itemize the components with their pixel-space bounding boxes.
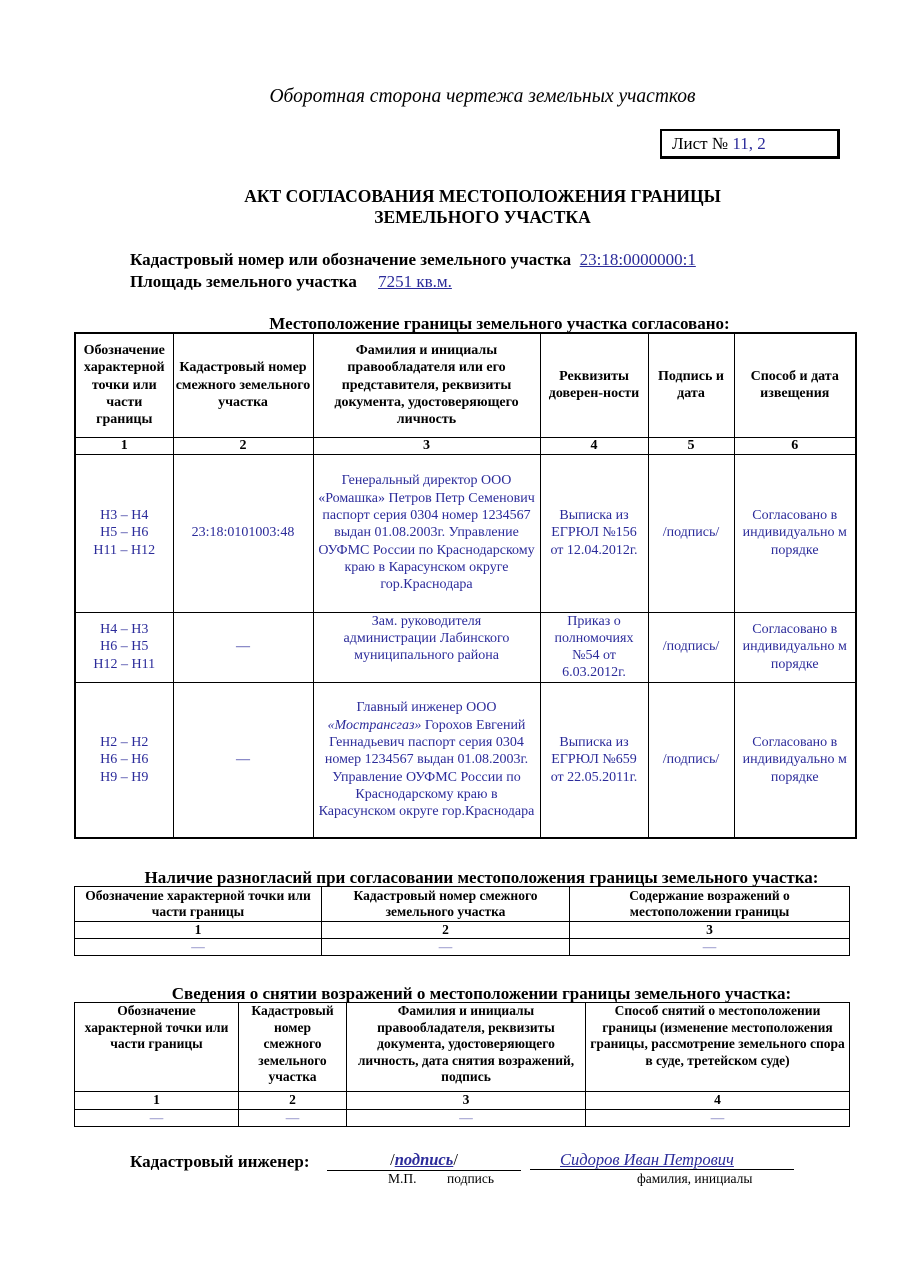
engineer-label: Кадастровый инженер: <box>130 1152 310 1171</box>
sheet-number-box <box>660 129 840 159</box>
cadastral-cell: — <box>173 612 313 682</box>
authority-cell: Выписка из ЕГРЮЛ №659 от 22.05.2011г. <box>540 682 648 838</box>
stamp-caption: М.П. <box>388 1171 417 1186</box>
column-number: 3 <box>313 437 540 454</box>
column-number: 2 <box>322 922 570 939</box>
signature-cell: /подпись/ <box>648 612 734 682</box>
holder-cell: Зам. руководителя администрации Лабинского муниципального района <box>313 612 540 682</box>
act-title-line1: АКТ СОГЛАСОВАНИЯ МЕСТОПОЛОЖЕНИЯ ГРАНИЦЫ <box>244 186 721 206</box>
column-number: 6 <box>734 437 856 454</box>
agreement-table <box>74 332 857 839</box>
header-cell: Обозначение характерной точки или части границы <box>75 333 173 437</box>
table-row <box>75 939 850 956</box>
header-cell: Фамилия и инициалы правообладателя или его представителя, реквизиты документа, удостоверяющего личность <box>313 333 540 437</box>
column-number: 4 <box>586 1092 850 1110</box>
name-caption: фамилия, инициалы <box>637 1171 753 1186</box>
header-cell: Способ и дата извещения <box>734 333 856 437</box>
header-cell: Содержание возражений о местоположении границы <box>570 887 850 922</box>
act-title-line2: ЗЕМЕЛЬНОГО УЧАСТКА <box>374 207 591 227</box>
table-header-row <box>75 333 856 437</box>
table-header-row <box>75 887 850 922</box>
empty-cell: — <box>75 1109 239 1127</box>
sheet-number: 11, 2 <box>732 134 766 153</box>
engineer-name: Сидоров Иван Петрович <box>560 1150 734 1169</box>
disagreement-table <box>74 886 850 956</box>
authority-cell: Приказ о полномочиях №54 от 6.03.2012г. <box>540 612 648 682</box>
area-label: Площадь земельного участка <box>130 272 357 291</box>
points-cell: Н3 – Н4 Н5 – Н6 Н11 – Н12 <box>75 454 173 612</box>
column-number-row <box>75 922 850 939</box>
holder-cell: Генеральный директор ООО «Ромашка» Петров Петр Семенович паспорт серия 0304 номер 1234567 выдан 01.08.2003г. Управление ОУФМС России по Краснодарскому краю в Карасунском округе гор.Краснодара <box>313 454 540 612</box>
table-row <box>75 682 856 838</box>
cadastral-cell: — <box>173 682 313 838</box>
header-cell: Кадастровый номер смежного земельного участка <box>322 887 570 922</box>
empty-cell: — <box>239 1109 347 1127</box>
cadastral-number-value: 23:18:0000000:1 <box>579 250 696 269</box>
column-number-row <box>75 1092 850 1110</box>
column-number: 4 <box>540 437 648 454</box>
table-row <box>75 454 856 612</box>
header-cell: Реквизиты доверен-ности <box>540 333 648 437</box>
name-line <box>530 1150 794 1170</box>
table-header-row <box>75 1003 850 1092</box>
column-number-row <box>75 437 856 454</box>
authority-cell: Выписка из ЕГРЮЛ №156 от 12.04.2012г. <box>540 454 648 612</box>
column-number: 3 <box>347 1092 586 1110</box>
column-number: 2 <box>173 437 313 454</box>
signature-caption: подпись <box>447 1171 495 1186</box>
sheet-label: Лист № <box>672 134 733 153</box>
agreement-section-title: Местоположение границы земельного участка согласовано: <box>269 314 730 333</box>
cadastral-number-label: Кадастровый номер или обозначение земельного участка <box>130 250 572 269</box>
objection-removal-table <box>74 1002 850 1127</box>
empty-cell: — <box>570 939 850 956</box>
column-number: 1 <box>75 437 173 454</box>
column-number: 2 <box>239 1092 347 1110</box>
signature-line: /подпись/ <box>327 1150 521 1171</box>
points-cell: Н2 – Н2 Н6 – Н6 Н9 – Н9 <box>75 682 173 838</box>
holder-cell: Главный инженер ООО «Мострансгаз» Горохов Евгений Геннадьевич паспорт серия 0304 номер 1234567 выдан 01.08.2003г. Управление ОУФМС России по Краснодарскому краю в Карасунском округе гор.Краснодара <box>313 682 540 838</box>
empty-cell: — <box>322 939 570 956</box>
disagreement-section-title: Наличие разногласий при согласовании местоположения границы земельного участка: <box>144 868 819 887</box>
page-subtitle: Оборотная сторона чертежа земельных участков <box>269 86 696 107</box>
header-cell: Обозначение характерной точки или части границы <box>75 887 322 922</box>
act-title <box>0 186 905 228</box>
notice-cell: Согласовано в индивидуально м порядке <box>734 612 856 682</box>
column-number: 5 <box>648 437 734 454</box>
empty-cell: — <box>586 1109 850 1127</box>
notice-cell: Согласовано в индивидуально м порядке <box>734 682 856 838</box>
header-cell: Кадастровый номер смежного земельного участка <box>173 333 313 437</box>
points-cell: Н4 – Н3 Н6 – Н5 Н12 – Н11 <box>75 612 173 682</box>
header-cell: Подпись и дата <box>648 333 734 437</box>
signature-cell: /подпись/ <box>648 454 734 612</box>
table-row <box>75 1109 850 1127</box>
empty-cell: — <box>347 1109 586 1127</box>
table-row <box>75 612 856 682</box>
signature-value: подпись <box>394 1150 454 1169</box>
cadastral-number-field <box>130 250 696 270</box>
column-number: 1 <box>75 1092 239 1110</box>
objection-section-title: Сведения о снятии возражений о местоположении границы земельного участка: <box>171 984 792 1003</box>
header-cell: Способ снятий о местоположении границы (изменение местоположения границы, рассмотрение земельного спора в суде, третейском суде) <box>586 1003 850 1092</box>
area-value: 7251 кв.м. <box>378 272 452 291</box>
column-number: 3 <box>570 922 850 939</box>
signature-cell: /подпись/ <box>648 682 734 838</box>
column-number: 1 <box>75 922 322 939</box>
header-cell: Кадастровый номер смежного земельного участка <box>239 1003 347 1092</box>
header-cell: Обозначение характерной точки или части границы <box>75 1003 239 1092</box>
cadastral-cell: 23:18:0101003:48 <box>173 454 313 612</box>
area-field <box>130 272 452 292</box>
empty-cell: — <box>75 939 322 956</box>
header-cell: Фамилия и инициалы правообладателя, реквизиты документа, удостоверяющего личность, дата снятия возражений, подпись <box>347 1003 586 1092</box>
notice-cell: Согласовано в индивидуально м порядке <box>734 454 856 612</box>
